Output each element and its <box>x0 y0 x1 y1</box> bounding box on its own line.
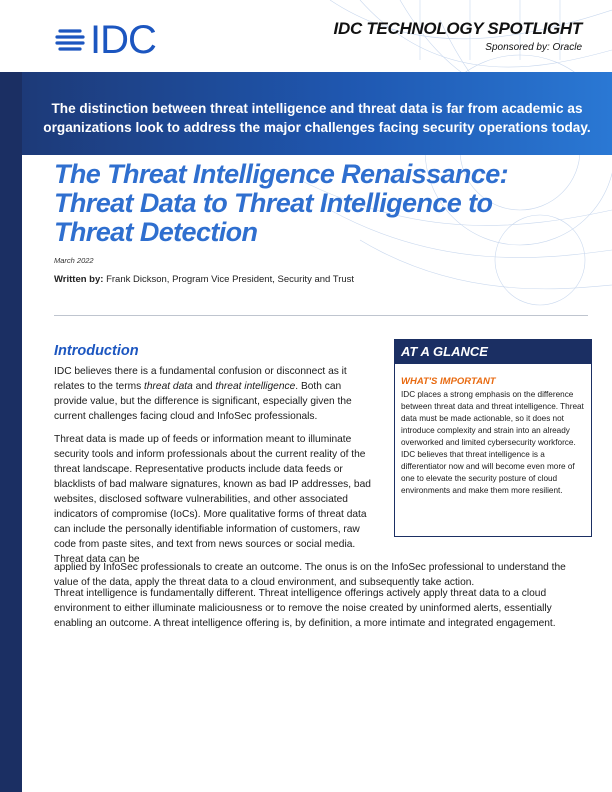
p1-text-a: IDC believes there is a fundamental confusion or disconnect as it relates to the terms <box>54 366 347 392</box>
author-line <box>54 274 354 285</box>
paragraph-2: Threat data is made up of feeds or information meant to illuminate security tools and inform professionals about the current reality of the threat landscape. Representative products include data feeds or blacklists of bad malware signatures, known as bad IP addresses, bad websites, disclosed software vulnerabilities, and other associated indicators of compromise (IoCs). More qualitative forms of threat data can include the personally identifiable information of customers, raw code from paste sites, and text from news sources or social media. Threat data can be <box>54 434 371 565</box>
sponsor-line: Sponsored by: Oracle <box>485 42 582 53</box>
title-line-3: Threat Detection <box>54 217 258 247</box>
section-heading-introduction: Introduction <box>54 343 139 359</box>
spotlight-title: IDC TECHNOLOGY SPOTLIGHT <box>333 19 582 38</box>
spotlight-header <box>334 19 582 53</box>
paragraph-2-continued: applied by InfoSec professionals to create an outcome. The onus is on the InfoSec professional to understand the value of the data, apply the threat data to a cloud environment, and subsequently take action. <box>54 562 566 588</box>
title-line-2: Threat Data to Threat Intelligence to <box>54 188 493 218</box>
idc-logo-mark-icon <box>54 23 88 57</box>
logo-text: IDC <box>90 18 156 62</box>
paragraph-1 <box>54 364 376 424</box>
p1-emphasis-threat-intelligence: threat intelligence <box>215 381 296 392</box>
at-a-glance-box <box>394 339 592 537</box>
author-name: Frank Dickson, Program Vice President, Security and Trust <box>106 274 355 285</box>
document-title <box>54 160 574 247</box>
glance-heading: AT A GLANCE <box>395 340 591 364</box>
glance-subheading: WHAT'S IMPORTANT <box>401 376 496 387</box>
glance-body: IDC places a strong emphasis on the difference between threat data and threat intelligence. Threat data must be made actionable, so it does not introduce complexity and strain into an already overworked and limited cybersecurity workforce. IDC believes that threat intelligence is a differentiator now and will become even more of one to elevate the security posture of cloud environments and make them more resilient. <box>401 390 584 495</box>
divider <box>54 315 588 316</box>
banner-text: The distinction between threat intelligence and threat data is far from academic as organizations look to address the major challenges facing security operations today. <box>43 101 591 135</box>
idc-logo <box>54 20 156 60</box>
p1-text-b: and <box>192 381 216 392</box>
p1-text-c: . Both can provide value, but the difference is significant, especially given the current challenges facing cloud and InfoSec professionals. <box>54 381 352 422</box>
paragraph-3: Threat intelligence is fundamentally different. Threat intelligence offerings actively apply threat data to a cloud environment to either illuminate maliciousness or to remove the noise created by uninformed alerts, essentially enabling an outcome. A threat intelligence offering is, by definition, a more intimate and integrated engagement. <box>54 588 556 629</box>
publication-date: March 2022 <box>54 256 94 265</box>
p1-emphasis-threat-data: threat data <box>144 381 193 392</box>
author-label: Written by: <box>54 274 104 285</box>
title-line-1: The Threat Intelligence Renaissance: <box>54 159 509 189</box>
